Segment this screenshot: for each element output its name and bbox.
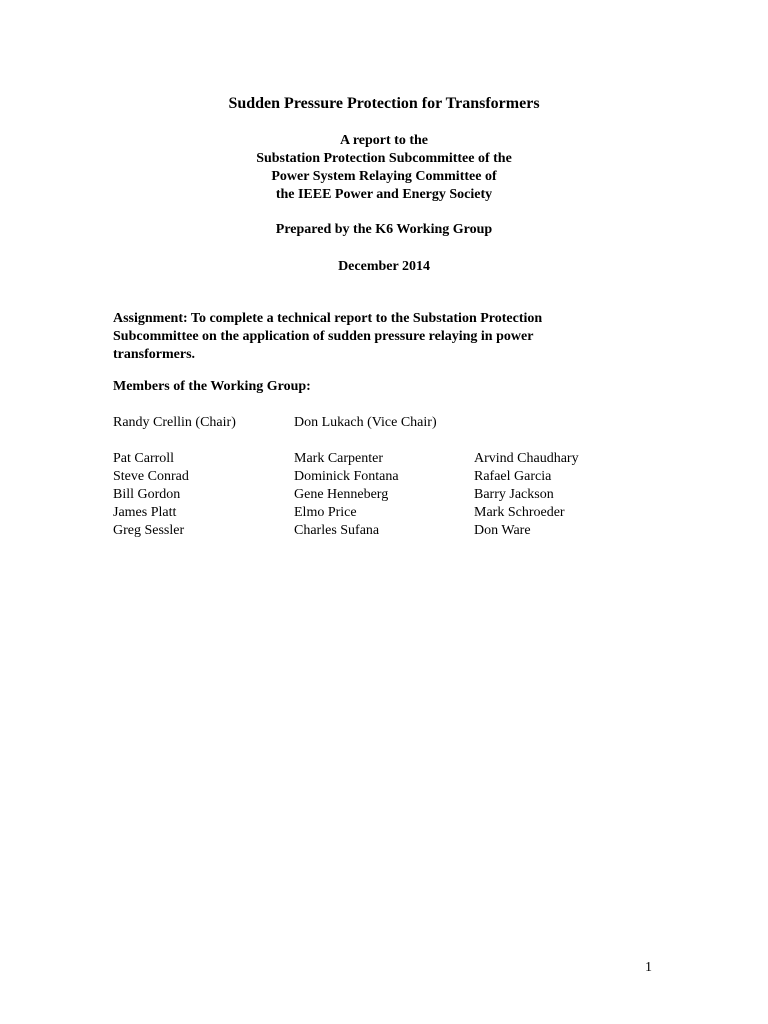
member-row — [113, 468, 673, 486]
member-name: Elmo Price — [294, 505, 357, 520]
member-name: James Platt — [113, 505, 177, 520]
member-name: Greg Sessler — [113, 523, 185, 538]
member-name: Rafael Garcia — [474, 469, 552, 484]
chairs-row — [113, 414, 673, 432]
member-name: Gene Henneberg — [294, 487, 389, 502]
members-heading: Members of the Working Group: — [113, 379, 311, 394]
member-name: Dominick Fontana — [294, 469, 399, 484]
member-name: Bill Gordon — [113, 487, 181, 502]
member-name: Pat Carroll — [113, 451, 175, 466]
assignment-line: Assignment: To complete a technical report to the Substation Protection — [113, 311, 543, 326]
page-number: 1 — [645, 960, 652, 975]
member-row — [113, 504, 673, 522]
subtitle-line: Power System Relaying Committee of — [271, 169, 497, 184]
subtitle-line: Substation Protection Subcommittee of the — [256, 151, 512, 166]
report-date: December 2014 — [338, 259, 430, 274]
member-name: Barry Jackson — [474, 487, 554, 502]
assignment-paragraph — [113, 310, 593, 364]
members-list — [113, 450, 673, 540]
member-name: Steve Conrad — [113, 469, 189, 484]
member-name: Charles Sufana — [294, 523, 380, 538]
member-name: Mark Schroeder — [474, 505, 565, 520]
member-name: Mark Carpenter — [294, 451, 384, 466]
vice-chair-name: Don Lukach (Vice Chair) — [294, 415, 437, 430]
member-name: Arvind Chaudhary — [474, 451, 579, 466]
document-title: Sudden Pressure Protection for Transformers — [228, 95, 540, 112]
prepared-by: Prepared by the K6 Working Group — [275, 222, 493, 237]
assignment-line: Subcommittee on the application of sudden pressure relaying in power — [113, 329, 534, 344]
chair-name: Randy Crellin (Chair) — [113, 415, 236, 430]
member-row — [113, 486, 673, 504]
member-name: Don Ware — [474, 523, 531, 538]
assignment-line: transformers. — [113, 347, 196, 362]
subtitle-line: the IEEE Power and Energy Society — [275, 187, 493, 202]
member-row — [113, 522, 673, 540]
member-row — [113, 450, 673, 468]
subtitle-line: A report to the — [340, 133, 428, 148]
report-recipient-block — [0, 132, 768, 204]
